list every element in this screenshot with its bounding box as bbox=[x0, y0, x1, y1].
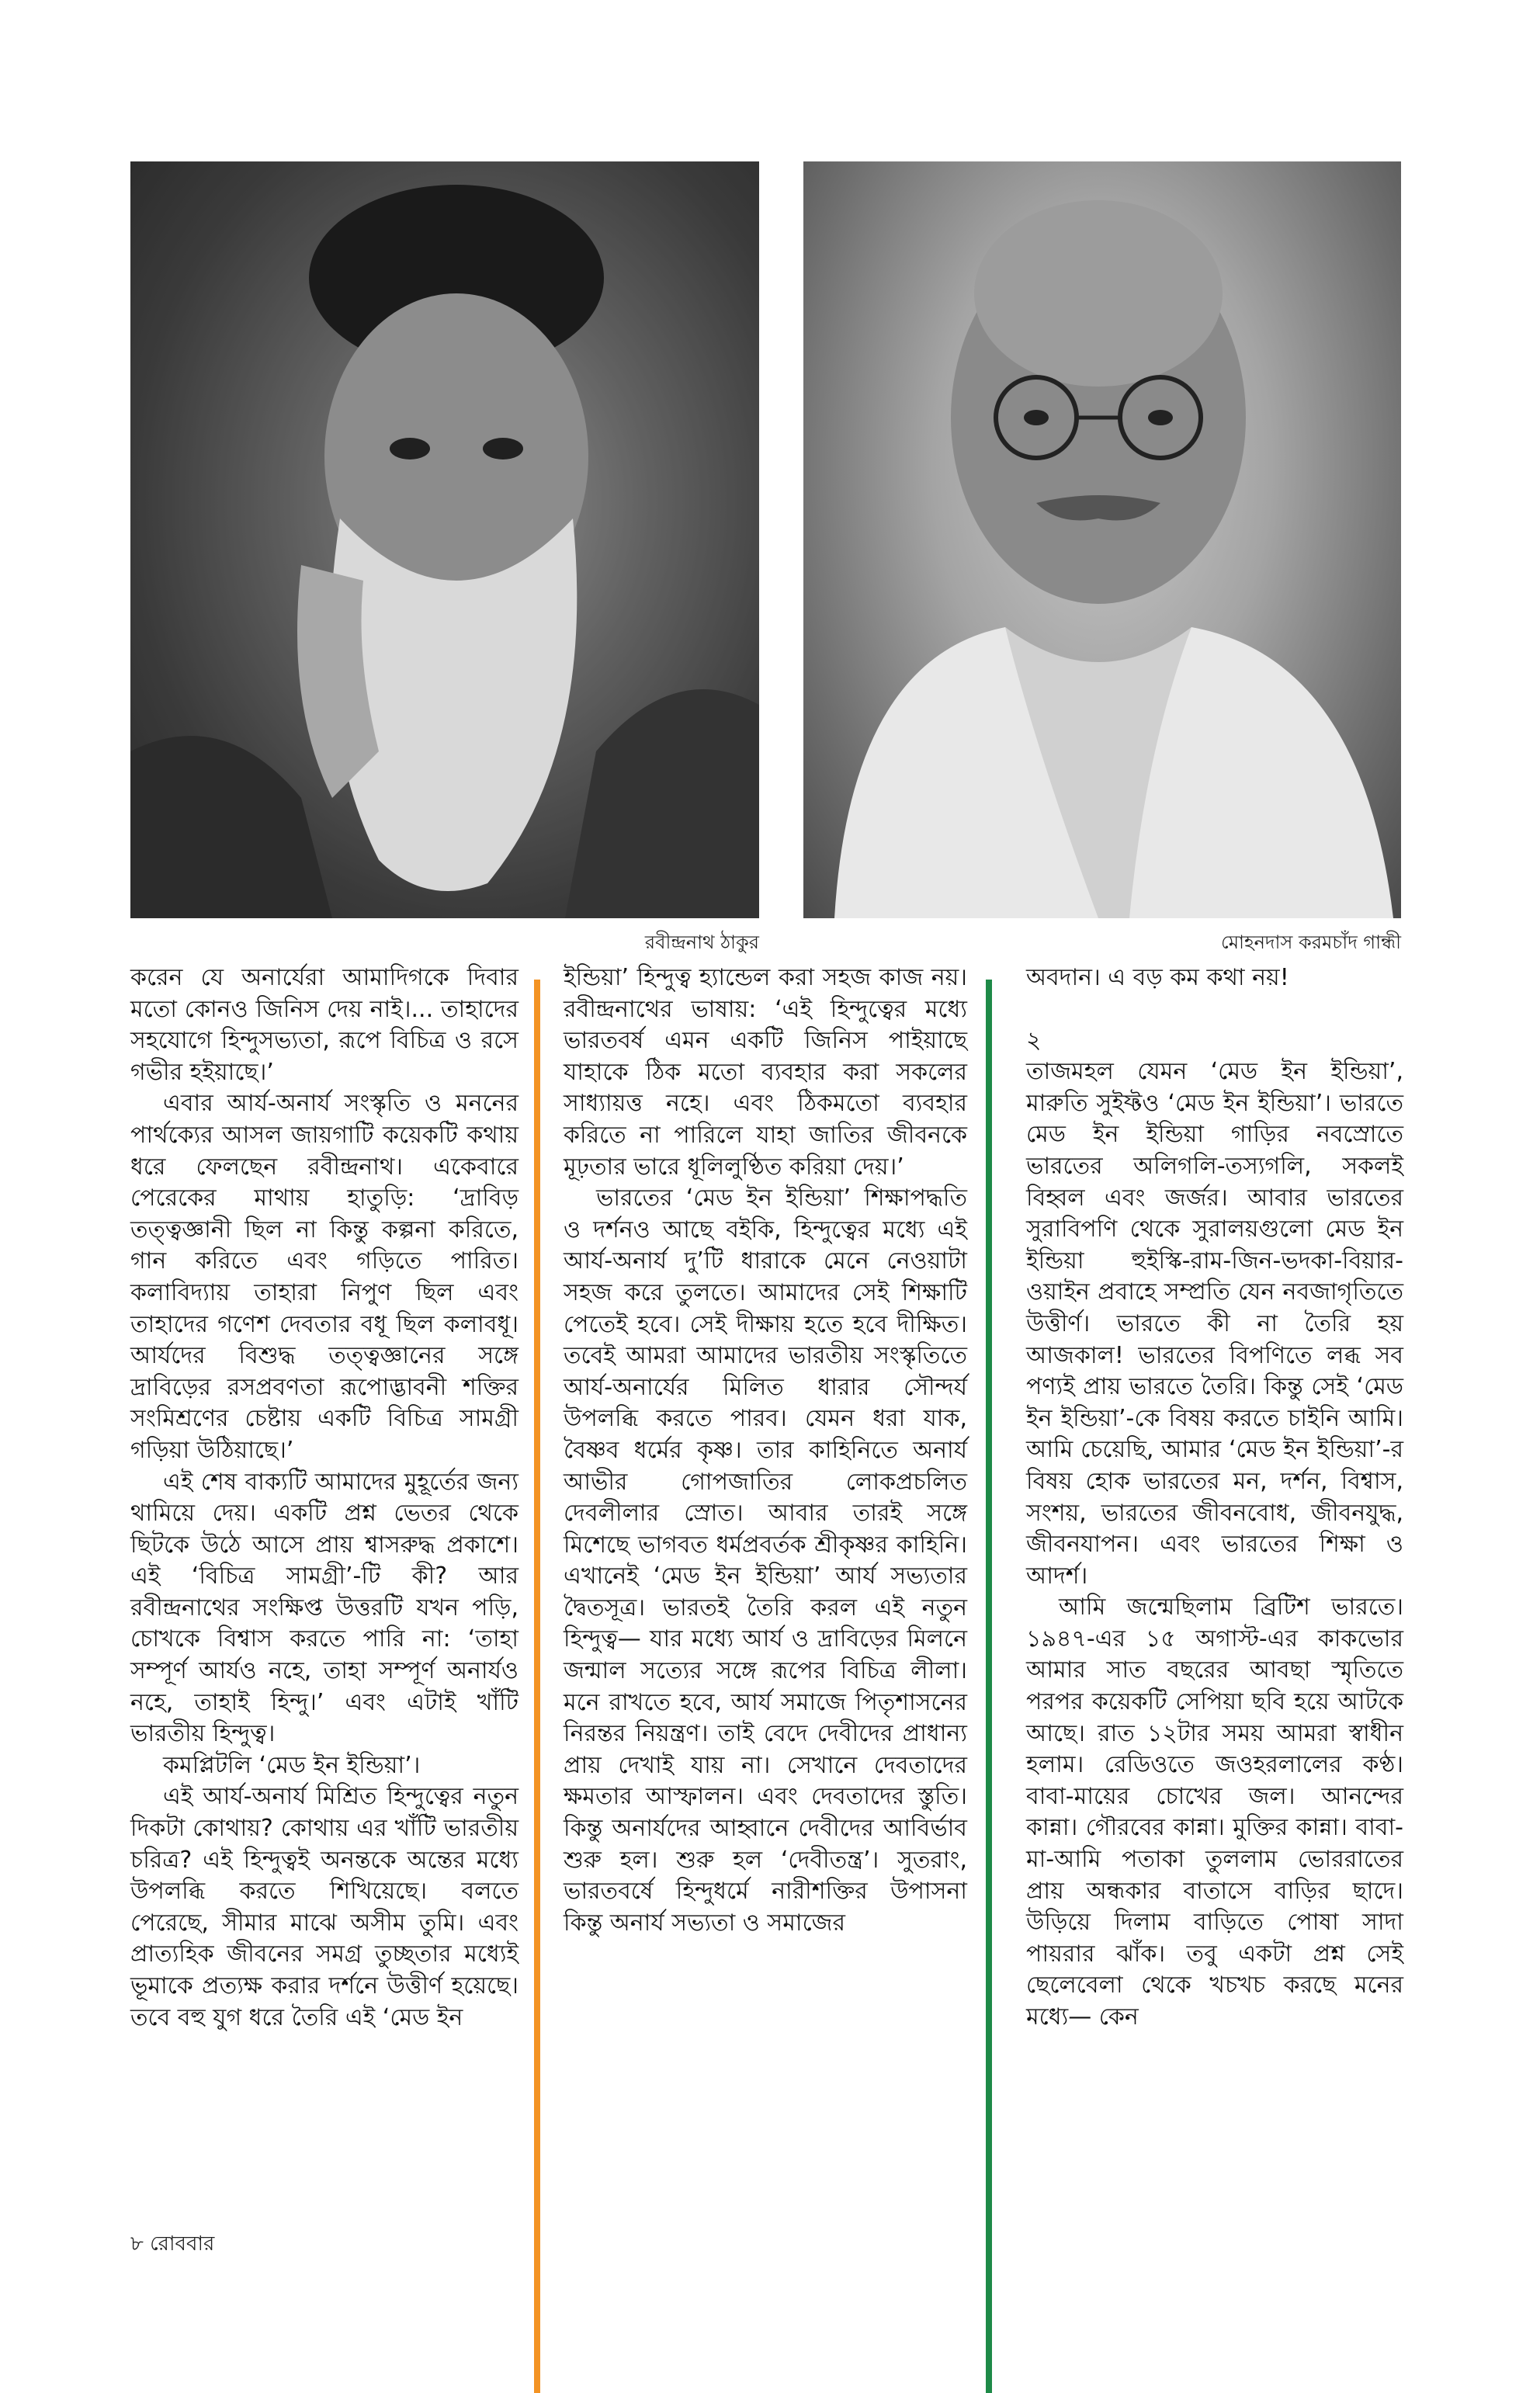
photo-caption-right: মোহনদাস করমচাঁদ গান্ধী bbox=[1220, 931, 1401, 953]
photo-caption-left: রবীন্দ্রনাথ ঠাকুর bbox=[644, 931, 759, 953]
paragraph: ইন্ডিয়া’ হিন্দুত্ব হ্যান্ডেল করা সহজ কাজ নয়। রবীন্দ্রনাথের ভাষায়: ‘এই হিন্দুত্বের মধ্যে ভারতবর্ষ এমন একটি জিনিস পাইয়াছে যাহাকে ঠিক মতো ব্যবহার করা সকলের সাধ্যায়ত্ত নহে। এবং ঠিকমতো ব্যবহার করিতে না পারিলে যাহা জাতির জীবনকে মূঢ়তার ভারে ধূলিলুণ্ঠিত করিয়া দেয়।’ bbox=[564, 964, 967, 1181]
text-column-1 bbox=[130, 962, 519, 2034]
portrait-photo-gandhi bbox=[803, 161, 1401, 918]
paragraph: অবদান। এ বড় কম কথা নয়! bbox=[1026, 964, 1289, 991]
text-column-2 bbox=[564, 962, 967, 1939]
paragraph: এবার আর্য-অনার্য সংস্কৃতি ও মননের পার্থক্যের আসল জায়গাটি কয়েকটি কথায় ধরে ফেলছেন রবীন্দ্রনাথ। একেবারে পেরেকের মাথায় হাতুড়ি: ‘দ্রাবিড় তত্ত্বজ্ঞানী ছিল না কিন্তু কল্পনা করিতে, গান করিতে এবং গড়িতে পারিত। কলাবিদ্যায় তাহারা নিপুণ ছিল এবং তাহাদের গণেশ দেবতার বধূ ছিল কলাবধূ। আর্যদের বিশুদ্ধ তত্ত্বজ্ঞানের সঙ্গে দ্রাবিড়ের রসপ্রবণতা রূপোদ্ভাবনী শক্তির সংমিশ্রণের চেষ্টায় একটি বিচিত্র সামগ্রী গড়িয়া উঠিয়াছে।’ bbox=[130, 1090, 519, 1464]
paragraph: কমপ্লিটলি ‘মেড ইন ইন্ডিয়া’। bbox=[163, 1751, 421, 1779]
portrait-photo-rabindranath bbox=[130, 161, 759, 918]
portrait-gandhi-drawing bbox=[803, 161, 1401, 918]
paragraph: এই আর্য-অনার্য মিশ্রিত হিন্দুত্বের নতুন দিকটা কোথায়? কোথায় এর খাঁটি ভারতীয় চরিত্র? এই হিন্দুত্বই অনন্তকে অন্তের মধ্যে উপলব্ধি করতে শিখিয়েছে। বলতে পেরেছে, সীমার মাঝে অসীম তুমি। এবং প্রাত্যহিক জীবনের সমগ্র তুচ্ছতার মধ্যেই ভূমাকে প্রত্যক্ষ করার দর্শনে উত্তীর্ণ হয়েছে। তবে বহু যুগ ধরে তৈরি এই ‘মেড ইন bbox=[130, 1783, 519, 2031]
text-column-3 bbox=[1026, 962, 1403, 2034]
column-divider-orange bbox=[534, 980, 540, 2393]
section-number: ২ bbox=[1026, 1026, 1042, 1054]
page-folio: ৮ রোববার bbox=[130, 2232, 215, 2256]
portrait-rabindranath-drawing bbox=[130, 161, 759, 918]
paragraph: ভারতের ‘মেড ইন ইন্ডিয়া’ শিক্ষাপদ্ধতি ও দর্শনও আছে বইকি, হিন্দুত্বের মধ্যে এই আর্য-অনার্য দু’টি ধারাকে মেনে নেওয়াটা সহজ করে তুলতে। আমাদের সেই শিক্ষাটি পেতেই হবে। সেই দীক্ষায় হতে হবে দীক্ষিত। তবেই আমরা আমাদের ভারতীয় সংস্কৃতিতে আর্য-অনার্যের মিলিত ধারার সৌন্দর্য উপলব্ধি করতে পারব। যেমন ধরা যাক, বৈষ্ণব ধর্মের কৃষ্ণ। তার কাহিনিতে অনার্য আভীর গোপজাতির লোকপ্রচলিত দেবলীলার স্রোত। আবার তারই সঙ্গে মিশেছে ভাগবত ধর্মপ্রবর্তক শ্রীকৃষ্ণর কাহিনি। এখানেই ‘মেড ইন ইন্ডিয়া’ আর্য সভ্যতার দ্বৈতসূত্র। ভারতই তৈরি করল এই নতুন হিন্দুত্ব— যার মধ্যে আর্য ও দ্রাবিড়ের মিলনে জন্মাল সত্যের সঙ্গে রূপের বিচিত্র লীলা। মনে রাখতে হবে, আর্য সমাজে পিতৃশাসনের নিরন্তর নিয়ন্ত্রণ। তাই বেদে দেবীদের প্রাধান্য প্রায় দেখাই যায় না। সেখানে দেবতাদের ক্ষমতার আস্ফালন। এবং দেবতাদের স্তুতি। কিন্তু অনার্যদের আহ্বানে দেবীদের আবির্ভাব শুরু হল। শুরু হল ‘দেবীতন্ত্র’। সুতরাং, ভারতবর্ষে হিন্দুধর্মে নারীশক্তির উপাসনা কিন্তু অনার্য সভ্যতা ও সমাজের bbox=[564, 1184, 967, 1937]
paragraph: এই শেষ বাক্যটি আমাদের মুহূর্তের জন্য থামিয়ে দেয়। একটি প্রশ্ন ভেতর থেকে ছিটকে উঠে আসে প্রায় শ্বাসরুদ্ধ প্রকাশে। এই ‘বিচিত্র সামগ্রী’-টি কী? আর রবীন্দ্রনাথের সংক্ষিপ্ত উত্তরটি যখন পড়ি, চোখকে বিশ্বাস করতে পারি না: ‘তাহা সম্পূর্ণ আর্যও নহে, তাহা সম্পূর্ণ অনার্যও নহে, তাহাই হিন্দু।’ এবং এটাই খাঁটি ভারতীয় হিন্দুত্ব। bbox=[130, 1468, 519, 1748]
column-divider-green bbox=[986, 980, 992, 2393]
paragraph: তাজমহল যেমন ‘মেড ইন ইন্ডিয়া’, মারুতি সুইফ্টও ‘মেড ইন ইন্ডিয়া’। ভারতে মেড ইন ইন্ডিয়া গাড়ির নবস্রোতে ভারতের অলিগলি-তস্যগলি, সকলই বিহ্বল এবং জর্জর। আবার ভারতের সুরাবিপণি থেকে সুরালয়গুলো মেড ইন ইন্ডিয়া হুইস্কি-রাম-জিন-ভদকা-বিয়ার-ওয়াইন প্রবাহে সম্প্রতি যেন নবজাগৃতিতে উত্তীর্ণ। ভারতে কী না তৈরি হয় আজকাল! ভারতের বিপণিতে লব্ধ সব পণ্যই প্রায় ভারতে তৈরি। কিন্তু সেই ‘মেড ইন ইন্ডিয়া’-কে বিষয় করতে চাইনি আমি। আমি চেয়েছি, আমার ‘মেড ইন ইন্ডিয়া’-র বিষয় হোক ভারতের মন, দর্শন, বিশ্বাস, সংশয়, ভারতের জীবনবোধ, জীবনযুদ্ধ, জীবনযাপন। এবং ভারতের শিক্ষা ও আদর্শ। bbox=[1026, 1058, 1403, 1590]
paragraph: আমি জন্মেছিলাম ব্রিটিশ ভারতে। ১৯৪৭-এর ১৫ অগাস্ট-এর কাকভোর আমার সাত বছরের আবছা স্মৃতিতে পরপর কয়েকটি সেপিয়া ছবি হয়ে আটকে আছে। রাত ১২টার সময় আমরা স্বাধীন হলাম। রেডিওতে জওহরলালের কণ্ঠ। বাবা-মায়ের চোখের জল। আনন্দের কান্না। গৌরবের কান্না। মুক্তির কান্না। বাবা-মা-আমি পতাকা তুললাম ভোররাতের প্রায় অন্ধকার বাতাসে বাড়ির ছাদে। উড়িয়ে দিলাম বাড়িতে পোষা সাদা পায়রার ঝাঁক। তবু একটা প্রশ্ন সেই ছেলেবেলা থেকে খচখচ করছে মনের মধ্যে— কেন bbox=[1026, 1594, 1403, 2031]
paragraph: করেন যে অনার্যেরা আমাদিগকে দিবার মতো কোনও জিনিস দেয় নাই।... তাহাদের সহযোগে হিন্দুসভ্যতা, রূপে বিচিত্র ও রসে গভীর হইয়াছে।’ bbox=[130, 964, 519, 1086]
